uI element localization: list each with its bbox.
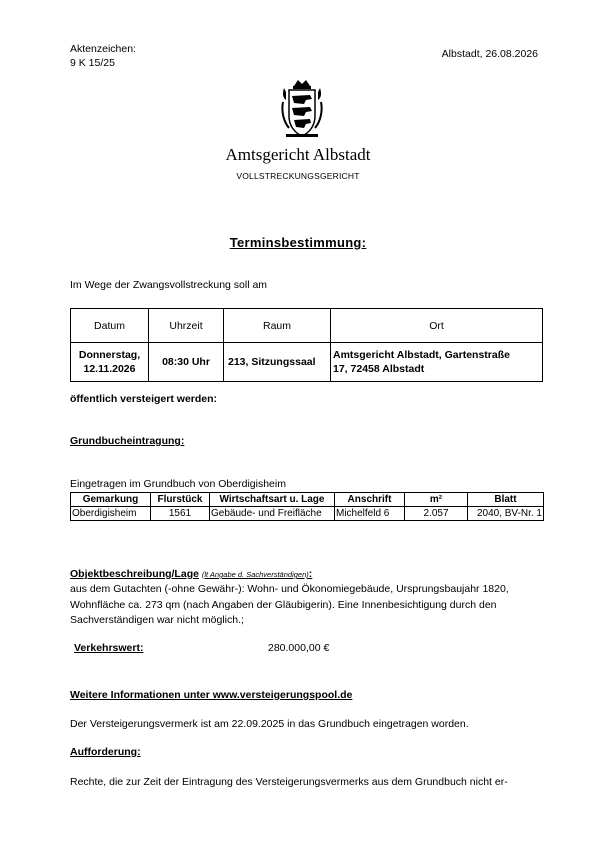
header-raum: Raum xyxy=(224,309,331,343)
grundbuch-table xyxy=(70,492,544,521)
header-anschrift: Anschrift xyxy=(335,493,405,507)
cell-flaeche: 2.057 xyxy=(405,507,468,521)
grundbuch-row xyxy=(71,507,544,521)
termin-value-row xyxy=(71,343,543,382)
objekt-description xyxy=(70,582,509,629)
objekt-heading-note: (lt Angabe d. Sachverständigen) xyxy=(201,570,309,579)
header-ort: Ort xyxy=(331,309,543,343)
coat-of-arms-icon xyxy=(280,78,324,140)
versteigerungsvermerk: Der Versteigerungsvermerk ist am 22.09.2025 in das Grundbuch eingetragen worden. xyxy=(70,718,469,730)
termin-header-row xyxy=(71,309,543,343)
grundbuch-heading: Grundbucheintragung: xyxy=(70,435,185,447)
verkehrswert-label: Verkehrswert: xyxy=(74,642,144,654)
objekt-heading-label: Objektbeschreibung/Lage xyxy=(70,568,199,580)
termin-ort-line1: Amtsgericht Albstadt, Gartenstraße xyxy=(333,349,510,361)
termin-table xyxy=(70,308,543,382)
aktenzeichen-block xyxy=(70,42,136,70)
aufforderung-text: Rechte, die zur Zeit der Eintragung des Versteigerungsvermerks aus dem Grundbuch nicht er- xyxy=(70,776,508,788)
grundbuch-header-row xyxy=(71,493,544,507)
termin-ort xyxy=(331,343,543,382)
termin-uhrzeit: 08:30 Uhr xyxy=(149,343,224,382)
termin-ort-line2: 17, 72458 Albstadt xyxy=(333,363,425,375)
header-gemarkung: Gemarkung xyxy=(71,493,151,507)
header-uhrzeit: Uhrzeit xyxy=(149,309,224,343)
cell-anschrift: Michelfeld 6 xyxy=(335,507,405,521)
termin-datum xyxy=(71,343,149,382)
termin-raum: 213, Sitzungssaal xyxy=(224,343,331,382)
header-blatt: Blatt xyxy=(468,493,544,507)
termin-datum-weekday: Donnerstag, xyxy=(78,349,141,361)
header-wirtschaftsart: Wirtschaftsart u. Lage xyxy=(210,493,335,507)
objekt-heading xyxy=(70,568,312,580)
header-flurstueck: Flurstück xyxy=(151,493,210,507)
verkehrswert-value: 280.000,00 € xyxy=(268,642,330,654)
termin-datum-date: 12.11.2026 xyxy=(83,363,136,375)
header-flaeche: m² xyxy=(405,493,468,507)
grundbuch-intro: Eingetragen im Grundbuch von Oberdigisheim xyxy=(70,478,286,490)
versteigert-text: öffentlich versteigert werden: xyxy=(70,393,218,405)
weitere-informationen: Weitere Informationen unter www.versteigerungspool.de xyxy=(70,689,353,701)
aktenzeichen-value: 9 K 15/25 xyxy=(70,57,115,69)
cell-wirtschaftsart: Gebäude- und Freifläche xyxy=(210,507,335,521)
aktenzeichen-label: Aktenzeichen: xyxy=(70,43,136,55)
objekt-heading-colon: : xyxy=(308,568,313,580)
court-department: VOLLSTRECKUNGSGERICHT xyxy=(236,171,360,181)
aufforderung-heading: Aufforderung: xyxy=(70,746,141,758)
header-datum: Datum xyxy=(71,309,149,343)
document-title: Terminsbestimmung: xyxy=(229,235,367,250)
cell-blatt: 2040, BV-Nr. 1 xyxy=(468,507,544,521)
objekt-line2: Wohnfläche ca. 273 qm (nach Angaben der Gläubigerin). Eine Innenbesichtigung durch den xyxy=(70,598,497,611)
intro-text: Im Wege der Zwangsvollstreckung soll am xyxy=(70,279,268,291)
court-name: Amtsgericht Albstadt xyxy=(225,145,371,164)
cell-gemarkung: Oberdigisheim xyxy=(71,507,151,521)
place-date: Albstadt, 26.08.2026 xyxy=(441,48,538,60)
objekt-line3: Sachverständigen war nicht möglich.; xyxy=(70,614,244,626)
objekt-line1: aus dem Gutachten (-ohne Gewähr-): Wohn- und Ökonomiegebäude, Ursprungsbaujahr 1820, xyxy=(70,583,509,595)
cell-flurstueck: 1561 xyxy=(151,507,210,521)
